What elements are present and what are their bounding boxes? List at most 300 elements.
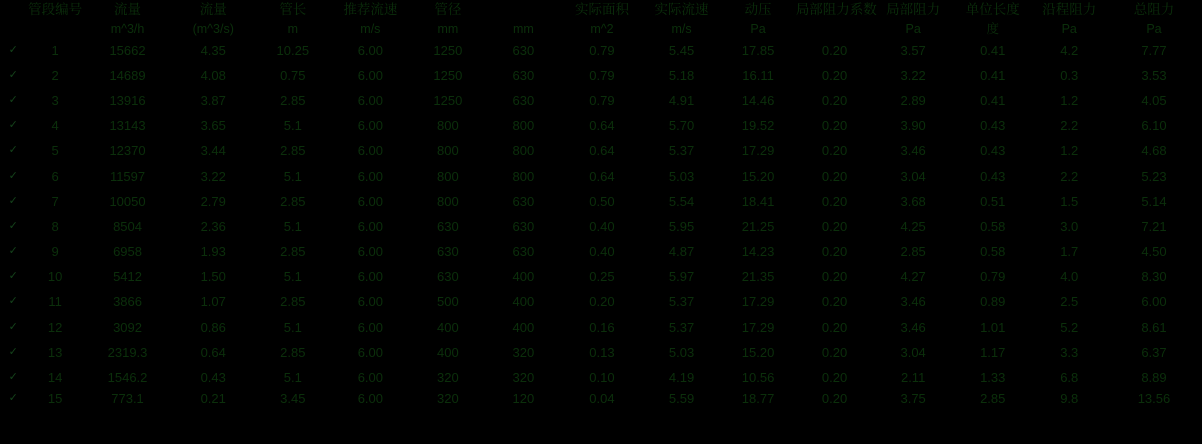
cell-diameter-2[interactable]: 120 xyxy=(512,390,535,406)
cell-friction-loss[interactable]: 5.2 xyxy=(1060,319,1079,335)
cell-diameter-2[interactable]: 800 xyxy=(512,118,535,134)
cell-flow-volume-s[interactable]: 4.08 xyxy=(200,67,226,83)
row-check-icon[interactable] xyxy=(0,265,27,290)
cell-dynamic-pressure[interactable]: 14.23 xyxy=(741,244,775,260)
cell-diameter-1[interactable]: 320 xyxy=(437,390,459,406)
cell-local-loss[interactable]: 2.85 xyxy=(900,244,926,260)
cell-actual-area[interactable]: 0.50 xyxy=(589,193,615,209)
cell-unit-length-loss[interactable]: 1.17 xyxy=(980,344,1006,360)
cell-recommended-velocity[interactable]: 6.00 xyxy=(357,193,383,209)
cell-actual-velocity[interactable]: 4.91 xyxy=(668,92,695,108)
cell-length[interactable]: 10.25 xyxy=(276,42,310,58)
cell-length[interactable]: 2.85 xyxy=(280,193,306,209)
cell-recommended-velocity[interactable]: 6.00 xyxy=(357,294,383,310)
cell-local-coefficient[interactable]: 0.20 xyxy=(821,269,848,285)
row-check-icon[interactable] xyxy=(0,114,27,139)
cell-local-coefficient[interactable]: 0.20 xyxy=(821,370,848,386)
cell-unit-length-loss[interactable]: 0.41 xyxy=(980,67,1006,83)
cell-local-loss[interactable]: 2.11 xyxy=(900,370,926,386)
cell-diameter-2[interactable]: 630 xyxy=(512,42,535,58)
cell-segment-no[interactable]: 7 xyxy=(51,193,59,209)
cell-local-coefficient[interactable]: 0.20 xyxy=(821,244,848,260)
cell-length[interactable]: 2.85 xyxy=(280,244,306,260)
cell-diameter-1[interactable]: 400 xyxy=(437,319,459,335)
cell-local-loss[interactable]: 3.22 xyxy=(900,67,926,83)
unit-actual-velocity: m/s xyxy=(671,21,692,36)
cell-actual-area[interactable]: 0.20 xyxy=(589,294,615,310)
cell-local-loss[interactable]: 3.75 xyxy=(900,390,926,406)
cell-segment-no[interactable]: 12 xyxy=(47,319,63,335)
cell-flow-volume-s[interactable]: 3.87 xyxy=(200,92,226,108)
cell-diameter-1[interactable]: 400 xyxy=(437,344,459,360)
cell-actual-area[interactable]: 0.13 xyxy=(589,344,615,360)
header-flow-volume-s: 流量 xyxy=(199,2,227,17)
cell-length[interactable]: 0.75 xyxy=(280,67,306,83)
cell-local-loss[interactable]: 3.46 xyxy=(900,143,926,159)
check-icon: ✓ xyxy=(8,169,18,182)
cell-actual-area[interactable]: 0.04 xyxy=(589,390,615,406)
cell-dynamic-pressure[interactable]: 15.20 xyxy=(741,344,775,360)
row-check-icon[interactable] xyxy=(0,391,27,407)
cell-segment-no[interactable]: 2 xyxy=(51,67,59,83)
cell-diameter-2[interactable]: 800 xyxy=(512,168,535,184)
cell-total-loss[interactable]: 4.50 xyxy=(1141,244,1167,260)
table-row[interactable] xyxy=(0,189,1202,214)
row-check-icon[interactable] xyxy=(0,189,27,214)
cell-actual-velocity[interactable]: 5.70 xyxy=(668,118,695,134)
cell-recommended-velocity[interactable]: 6.00 xyxy=(357,168,383,184)
cell-local-loss[interactable]: 3.04 xyxy=(900,344,926,360)
cell-unit-length-loss[interactable]: 0.51 xyxy=(980,193,1006,209)
cell-flow-volume-h[interactable]: 1546.2 xyxy=(107,370,148,386)
cell-total-loss[interactable]: 3.53 xyxy=(1141,67,1167,83)
cell-friction-loss[interactable]: 1.2 xyxy=(1060,92,1079,108)
cell-local-coefficient[interactable]: 0.20 xyxy=(821,67,848,83)
cell-flow-volume-s[interactable]: 1.93 xyxy=(200,244,226,260)
header-diameter: 管径 xyxy=(434,2,462,17)
cell-flow-volume-h[interactable]: 13916 xyxy=(109,92,146,108)
row-check-icon[interactable] xyxy=(0,240,27,265)
cell-actual-velocity[interactable]: 5.37 xyxy=(668,143,695,159)
cell-diameter-2[interactable]: 630 xyxy=(512,244,535,260)
cell-recommended-velocity[interactable]: 6.00 xyxy=(357,118,383,134)
cell-flow-volume-s[interactable]: 1.50 xyxy=(200,269,226,285)
unit-total-loss: Pa xyxy=(1146,21,1162,36)
table-row[interactable] xyxy=(0,240,1202,265)
cell-flow-volume-s[interactable]: 3.65 xyxy=(200,118,226,134)
cell-diameter-1[interactable]: 320 xyxy=(437,370,459,386)
cell-actual-area[interactable]: 0.79 xyxy=(589,67,615,83)
header-recommended-velocity: 推荐流速 xyxy=(343,2,398,17)
header-dynamic-pressure: 动压 xyxy=(744,2,772,17)
cell-actual-velocity[interactable]: 4.19 xyxy=(668,370,695,386)
cell-diameter-1[interactable]: 800 xyxy=(437,143,459,159)
cell-diameter-2[interactable]: 630 xyxy=(512,218,535,234)
cell-flow-volume-h[interactable]: 3866 xyxy=(113,294,142,310)
cell-friction-loss[interactable]: 2.5 xyxy=(1060,294,1079,310)
cell-flow-volume-h[interactable]: 8504 xyxy=(113,218,142,234)
row-check-icon[interactable] xyxy=(0,290,27,315)
header-unit-length-loss: 单位长度 xyxy=(965,2,1020,17)
cell-diameter-1[interactable]: 500 xyxy=(437,294,459,310)
cell-total-loss[interactable]: 8.30 xyxy=(1141,269,1167,285)
header-length: 管长 xyxy=(279,2,307,17)
table-row[interactable] xyxy=(0,365,1202,390)
unit-recommended-velocity: m/s xyxy=(360,21,381,36)
check-icon: ✓ xyxy=(8,245,18,258)
check-icon: ✓ xyxy=(8,144,18,157)
cell-dynamic-pressure[interactable]: 17.29 xyxy=(741,294,775,310)
cell-flow-volume-h[interactable]: 13143 xyxy=(109,118,146,134)
cell-total-loss[interactable]: 13.56 xyxy=(1137,390,1171,406)
cell-local-coefficient[interactable]: 0.20 xyxy=(821,344,848,360)
cell-local-coefficient[interactable]: 0.20 xyxy=(821,168,848,184)
cell-recommended-velocity[interactable]: 6.00 xyxy=(357,370,383,386)
cell-dynamic-pressure[interactable]: 15.20 xyxy=(741,168,775,184)
unit-mark xyxy=(0,19,27,38)
row-check-icon[interactable] xyxy=(0,164,27,189)
cell-unit-length-loss[interactable]: 0.43 xyxy=(980,143,1006,159)
cell-flow-volume-h[interactable]: 12370 xyxy=(109,143,146,159)
cell-local-coefficient[interactable]: 0.20 xyxy=(821,193,848,209)
check-icon: ✓ xyxy=(8,119,18,132)
table-row[interactable] xyxy=(0,340,1202,365)
cell-segment-no[interactable]: 4 xyxy=(51,118,59,134)
cell-friction-loss[interactable]: 2.2 xyxy=(1060,168,1079,184)
row-check-icon[interactable] xyxy=(0,365,27,390)
cell-recommended-velocity[interactable]: 6.00 xyxy=(357,319,383,335)
cell-local-loss[interactable]: 3.04 xyxy=(900,168,926,184)
cell-actual-velocity[interactable]: 5.54 xyxy=(668,193,695,209)
cell-diameter-2[interactable]: 400 xyxy=(512,294,535,310)
row-check-icon[interactable] xyxy=(0,214,27,239)
cell-total-loss[interactable]: 7.21 xyxy=(1141,218,1167,234)
table-header xyxy=(0,0,1202,38)
cell-local-loss[interactable]: 2.89 xyxy=(900,92,926,108)
header-actual-velocity: 实际流速 xyxy=(654,2,709,17)
row-check-icon[interactable] xyxy=(0,340,27,365)
header-flow-volume-h: 流量 xyxy=(114,2,142,17)
header-row-units xyxy=(0,19,1202,38)
cell-flow-volume-s[interactable]: 1.07 xyxy=(200,294,226,310)
cell-unit-length-loss[interactable]: 1.33 xyxy=(980,370,1006,386)
cell-friction-loss[interactable]: 4.0 xyxy=(1060,269,1079,285)
cell-unit-length-loss[interactable]: 0.43 xyxy=(980,118,1006,134)
cell-flow-volume-s[interactable]: 0.64 xyxy=(200,344,226,360)
cell-flow-volume-s[interactable]: 4.35 xyxy=(200,42,226,58)
cell-length[interactable]: 2.85 xyxy=(280,92,306,108)
cell-actual-area[interactable]: 0.64 xyxy=(589,168,615,184)
table-row[interactable] xyxy=(0,114,1202,139)
cell-dynamic-pressure[interactable]: 18.41 xyxy=(741,193,775,209)
cell-recommended-velocity[interactable]: 6.00 xyxy=(357,218,383,234)
cell-local-coefficient[interactable]: 0.20 xyxy=(821,294,848,310)
row-check-icon[interactable] xyxy=(0,315,27,340)
row-check-icon[interactable] xyxy=(0,38,27,63)
cell-diameter-1[interactable]: 630 xyxy=(437,269,459,285)
table-row[interactable] xyxy=(0,290,1202,315)
cell-actual-velocity[interactable]: 5.45 xyxy=(668,42,695,58)
check-icon: ✓ xyxy=(8,295,18,308)
table-row[interactable] xyxy=(0,63,1202,88)
cell-flow-volume-h[interactable]: 773.1 xyxy=(111,390,144,406)
cell-recommended-velocity[interactable]: 6.00 xyxy=(357,42,383,58)
cell-actual-velocity[interactable]: 5.18 xyxy=(668,67,695,83)
cell-diameter-2[interactable]: 630 xyxy=(512,92,535,108)
cell-recommended-velocity[interactable]: 6.00 xyxy=(357,269,383,285)
cell-actual-area[interactable]: 0.25 xyxy=(589,269,615,285)
cell-flow-volume-h[interactable]: 5412 xyxy=(113,269,142,285)
cell-flow-volume-s[interactable]: 2.79 xyxy=(200,193,226,209)
cell-friction-loss[interactable]: 0.3 xyxy=(1060,67,1079,83)
cell-recommended-velocity[interactable]: 6.00 xyxy=(357,244,383,260)
cell-local-loss[interactable]: 4.25 xyxy=(900,218,926,234)
table-row[interactable] xyxy=(0,315,1202,340)
cell-dynamic-pressure[interactable]: 17.29 xyxy=(741,143,775,159)
cell-local-loss[interactable]: 4.27 xyxy=(900,269,926,285)
row-check-icon[interactable] xyxy=(0,63,27,88)
cell-segment-no[interactable]: 11 xyxy=(48,294,62,310)
header-total-loss: 总阻力 xyxy=(1133,2,1175,17)
cell-total-loss[interactable]: 4.68 xyxy=(1141,143,1167,159)
cell-flow-volume-s[interactable]: 0.43 xyxy=(200,370,226,386)
cell-friction-loss[interactable]: 3.0 xyxy=(1060,218,1079,234)
cell-segment-no[interactable]: 10 xyxy=(47,269,63,285)
cell-friction-loss[interactable]: 9.8 xyxy=(1060,390,1079,406)
cell-segment-no[interactable]: 9 xyxy=(51,244,59,260)
check-icon: ✓ xyxy=(8,345,18,358)
cell-total-loss[interactable]: 6.10 xyxy=(1141,118,1167,134)
cell-unit-length-loss[interactable]: 0.89 xyxy=(980,294,1006,310)
cell-recommended-velocity[interactable]: 6.00 xyxy=(357,143,383,159)
cell-unit-length-loss[interactable]: 2.85 xyxy=(980,390,1006,406)
cell-recommended-velocity[interactable]: 6.00 xyxy=(357,390,383,406)
cell-diameter-1[interactable]: 800 xyxy=(437,193,459,209)
cell-segment-no[interactable]: 3 xyxy=(51,92,59,108)
check-icon: ✓ xyxy=(8,320,18,333)
cell-length[interactable]: 2.85 xyxy=(280,344,306,360)
cell-total-loss[interactable]: 5.23 xyxy=(1141,168,1167,184)
cell-dynamic-pressure[interactable]: 18.77 xyxy=(741,390,775,406)
cell-flow-volume-s[interactable]: 0.86 xyxy=(200,319,226,335)
cell-total-loss[interactable]: 5.14 xyxy=(1141,193,1167,209)
cell-friction-loss[interactable]: 6.8 xyxy=(1060,370,1079,386)
cell-flow-volume-h[interactable]: 10050 xyxy=(109,193,146,209)
cell-flow-volume-s[interactable]: 0.21 xyxy=(200,390,226,406)
cell-actual-velocity[interactable]: 5.59 xyxy=(668,390,695,406)
cell-total-loss[interactable]: 8.61 xyxy=(1141,319,1167,335)
cell-friction-loss[interactable]: 1.2 xyxy=(1060,143,1079,159)
cell-flow-volume-h[interactable]: 14689 xyxy=(109,67,146,83)
cell-length[interactable]: 2.85 xyxy=(280,294,306,310)
cell-actual-area[interactable]: 0.79 xyxy=(589,92,615,108)
cell-flow-volume-s[interactable]: 3.22 xyxy=(200,168,226,184)
cell-length[interactable]: 5.1 xyxy=(283,319,302,335)
cell-flow-volume-h[interactable]: 3092 xyxy=(113,319,142,335)
cell-actual-area[interactable]: 0.16 xyxy=(589,319,615,335)
check-icon: ✓ xyxy=(8,93,18,106)
cell-diameter-2[interactable]: 630 xyxy=(512,67,535,83)
header-local-loss: 局部阻力 xyxy=(886,2,941,17)
cell-dynamic-pressure[interactable]: 14.46 xyxy=(741,92,775,108)
cell-length[interactable]: 3.45 xyxy=(280,390,306,406)
cell-dynamic-pressure[interactable]: 10.56 xyxy=(741,370,775,386)
cell-flow-volume-s[interactable]: 2.36 xyxy=(200,218,226,234)
cell-local-coefficient[interactable]: 0.20 xyxy=(821,218,848,234)
row-check-icon[interactable] xyxy=(0,139,27,164)
cell-length[interactable]: 5.1 xyxy=(283,218,302,234)
cell-actual-area[interactable]: 0.64 xyxy=(589,143,615,159)
cell-diameter-1[interactable]: 800 xyxy=(437,118,459,134)
cell-dynamic-pressure[interactable]: 19.52 xyxy=(741,118,775,134)
table-row[interactable] xyxy=(0,265,1202,290)
cell-length[interactable]: 5.1 xyxy=(283,118,302,134)
cell-unit-length-loss[interactable]: 1.01 xyxy=(980,319,1006,335)
cell-diameter-1[interactable]: 630 xyxy=(437,244,459,260)
cell-flow-volume-h[interactable]: 15662 xyxy=(109,42,146,58)
cell-segment-no[interactable]: 13 xyxy=(47,344,63,360)
cell-diameter-1[interactable]: 1250 xyxy=(433,92,463,108)
header-actual-area: 实际面积 xyxy=(574,2,629,17)
cell-unit-length-loss[interactable]: 0.43 xyxy=(980,168,1006,184)
cell-flow-volume-h[interactable]: 11597 xyxy=(109,168,146,184)
cell-length[interactable]: 2.85 xyxy=(280,143,306,159)
cell-local-loss[interactable]: 3.46 xyxy=(900,294,926,310)
unit-unit-length-loss: 度 xyxy=(986,21,999,36)
unit-dynamic-pressure: Pa xyxy=(750,21,766,36)
cell-dynamic-pressure[interactable]: 17.29 xyxy=(741,319,775,335)
unit-flow-volume-h: m^3/h xyxy=(110,21,145,36)
cell-unit-length-loss[interactable]: 0.58 xyxy=(980,244,1006,260)
table-row[interactable] xyxy=(0,38,1202,63)
cell-actual-area[interactable]: 0.10 xyxy=(589,370,615,386)
cell-flow-volume-s[interactable]: 3.44 xyxy=(200,143,226,159)
cell-total-loss[interactable]: 4.05 xyxy=(1141,92,1167,108)
cell-segment-no[interactable]: 15 xyxy=(47,390,63,406)
cell-diameter-1[interactable]: 630 xyxy=(437,218,459,234)
check-icon: ✓ xyxy=(8,194,18,207)
check-icon: ✓ xyxy=(8,270,18,283)
table-row[interactable] xyxy=(0,139,1202,164)
cell-local-coefficient[interactable]: 0.20 xyxy=(821,118,848,134)
cell-actual-area[interactable]: 0.64 xyxy=(589,118,615,134)
cell-actual-area[interactable]: 0.79 xyxy=(589,42,615,58)
cell-local-coefficient[interactable]: 0.20 xyxy=(821,319,848,335)
cell-actual-velocity[interactable]: 4.87 xyxy=(668,244,695,260)
cell-flow-volume-h[interactable]: 6958 xyxy=(113,244,142,260)
cell-segment-no[interactable]: 14 xyxy=(47,370,63,386)
cell-unit-length-loss[interactable]: 0.41 xyxy=(980,42,1006,58)
cell-actual-velocity[interactable]: 5.37 xyxy=(668,294,695,310)
check-icon: ✓ xyxy=(8,371,18,384)
cell-recommended-velocity[interactable]: 6.00 xyxy=(357,344,383,360)
cell-flow-volume-h[interactable]: 2319.3 xyxy=(107,344,148,360)
cell-segment-no[interactable]: 1 xyxy=(51,42,59,58)
row-check-icon[interactable] xyxy=(0,88,27,113)
cell-dynamic-pressure[interactable]: 16.11 xyxy=(742,67,774,83)
cell-total-loss[interactable]: 6.00 xyxy=(1141,294,1167,310)
cell-local-coefficient[interactable]: 0.20 xyxy=(821,143,848,159)
cell-unit-length-loss[interactable]: 0.58 xyxy=(980,218,1006,234)
cell-actual-velocity[interactable]: 5.97 xyxy=(668,269,695,285)
cell-local-coefficient[interactable]: 0.20 xyxy=(821,42,848,58)
unit-friction-loss: Pa xyxy=(1061,21,1077,36)
cell-local-coefficient[interactable]: 0.20 xyxy=(821,390,848,406)
cell-diameter-1[interactable]: 1250 xyxy=(433,67,463,83)
table-body xyxy=(0,38,1202,407)
table-row[interactable] xyxy=(0,391,1202,407)
cell-diameter-2[interactable]: 320 xyxy=(512,370,535,386)
cell-dynamic-pressure[interactable]: 21.35 xyxy=(741,269,775,285)
cell-diameter-2[interactable]: 630 xyxy=(512,193,535,209)
cell-segment-no[interactable]: 5 xyxy=(51,143,59,159)
check-icon: ✓ xyxy=(8,219,18,232)
cell-friction-loss[interactable]: 4.2 xyxy=(1060,42,1079,58)
table-row[interactable] xyxy=(0,88,1202,113)
unit-diameter: mm xyxy=(437,21,459,36)
cell-segment-no[interactable]: 6 xyxy=(51,168,59,184)
cell-length[interactable]: 5.1 xyxy=(283,370,302,386)
cell-diameter-1[interactable]: 1250 xyxy=(433,42,463,58)
cell-actual-velocity[interactable]: 5.03 xyxy=(668,344,695,360)
cell-diameter-2[interactable]: 400 xyxy=(512,319,535,335)
cell-actual-area[interactable]: 0.40 xyxy=(589,218,615,234)
check-icon: ✓ xyxy=(8,391,18,404)
cell-dynamic-pressure[interactable]: 21.25 xyxy=(741,218,775,234)
cell-segment-no[interactable]: 8 xyxy=(51,218,59,234)
cell-diameter-2[interactable]: 800 xyxy=(512,143,535,159)
cell-actual-area[interactable]: 0.40 xyxy=(589,244,615,260)
header-friction-loss: 沿程阻力 xyxy=(1042,2,1097,17)
cell-friction-loss[interactable]: 3.3 xyxy=(1060,344,1079,360)
cell-diameter-1[interactable]: 800 xyxy=(437,168,459,184)
cell-friction-loss[interactable]: 2.2 xyxy=(1060,118,1079,134)
unit-actual-area: m^2 xyxy=(590,21,614,36)
cell-friction-loss[interactable]: 1.5 xyxy=(1060,193,1079,209)
unit-local-loss: Pa xyxy=(905,21,921,36)
cell-local-coefficient[interactable]: 0.20 xyxy=(821,92,848,108)
table-row[interactable] xyxy=(0,164,1202,189)
cell-actual-velocity[interactable]: 5.37 xyxy=(668,319,695,335)
cell-length[interactable]: 5.1 xyxy=(283,269,302,285)
cell-friction-loss[interactable]: 1.7 xyxy=(1060,244,1079,260)
cell-dynamic-pressure[interactable]: 17.85 xyxy=(741,42,775,58)
cell-local-loss[interactable]: 3.46 xyxy=(900,319,926,335)
header-diameter-2 xyxy=(486,0,562,19)
cell-unit-length-loss[interactable]: 0.41 xyxy=(980,92,1006,108)
cell-unit-length-loss[interactable]: 0.79 xyxy=(980,269,1006,285)
cell-length[interactable]: 5.1 xyxy=(283,168,302,184)
unit-flow-volume-s: (m^3/s) xyxy=(192,21,234,36)
cell-actual-velocity[interactable]: 5.95 xyxy=(668,218,695,234)
cell-diameter-2[interactable]: 320 xyxy=(512,344,535,360)
cell-local-loss[interactable]: 3.57 xyxy=(900,42,926,58)
cell-total-loss[interactable]: 7.77 xyxy=(1141,42,1167,58)
cell-recommended-velocity[interactable]: 6.00 xyxy=(357,92,383,108)
table-row[interactable] xyxy=(0,214,1202,239)
cell-local-loss[interactable]: 3.68 xyxy=(900,193,926,209)
cell-actual-velocity[interactable]: 5.03 xyxy=(668,168,695,184)
header-mark xyxy=(0,0,27,19)
cell-recommended-velocity[interactable]: 6.00 xyxy=(357,67,383,83)
cell-total-loss[interactable]: 8.89 xyxy=(1141,370,1167,386)
header-local-coefficient: 局部阻力系数 xyxy=(795,2,877,17)
unit-segment-no xyxy=(27,19,84,38)
unit-diameter-2: mm xyxy=(512,21,534,36)
cell-total-loss[interactable]: 6.37 xyxy=(1141,344,1167,360)
cell-local-loss[interactable]: 3.90 xyxy=(900,118,926,134)
cell-diameter-2[interactable]: 400 xyxy=(512,269,535,285)
